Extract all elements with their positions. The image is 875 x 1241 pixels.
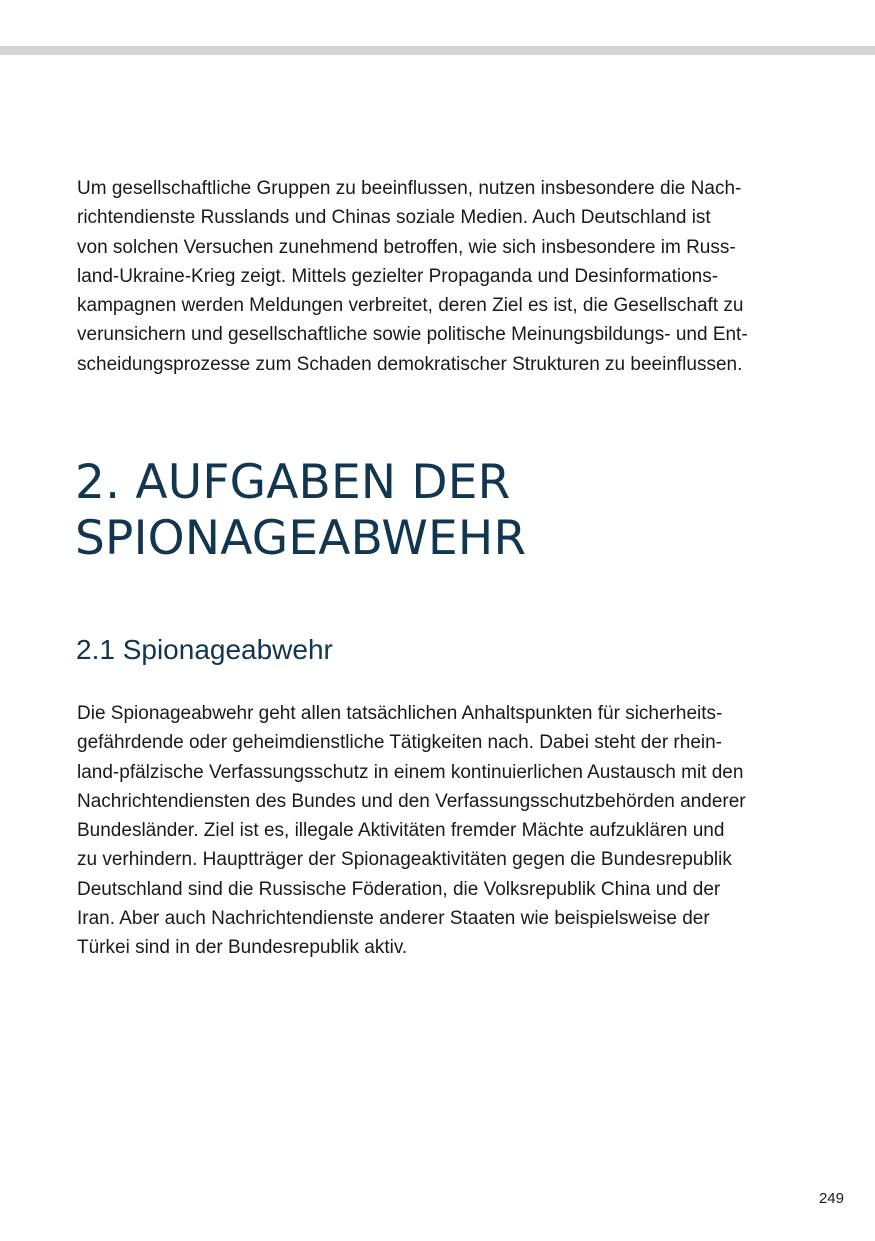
text-line: verunsichern und gesellschaftliche sowie politische Meinungsbildungs- und Ent-	[77, 324, 748, 346]
text-line: land-Ukraine-Krieg zeigt. Mittels gezielter Propaganda und Desinformations-	[77, 265, 719, 287]
chapter-heading-line: SPIONAGEABWEHR	[75, 511, 527, 566]
text-line: von solchen Versuchen zunehmend betroffen, wie sich insbesondere im Russ-	[77, 236, 736, 258]
top-rule	[0, 46, 875, 55]
page-number: 249	[818, 1190, 844, 1207]
text-line: gefährdende oder geheimdienstliche Tätigkeiten nach. Dabei steht der rhein-	[77, 732, 723, 754]
text-line: Iran. Aber auch Nachrichtendienste anderer Staaten wie beispielsweise der	[77, 908, 710, 930]
section-paragraph	[77, 699, 807, 963]
text-line: Nachrichtendiensten des Bundes und den Verfassungsschutzbehörden anderer	[77, 790, 746, 812]
chapter-heading	[75, 455, 526, 567]
chapter-heading-line: 2. AUFGABEN DER	[75, 455, 511, 510]
text-line: Deutschland sind die Russische Föderation, die Volksrepublik China und der	[77, 878, 721, 900]
section-heading: 2.1 Spionageabwehr	[76, 634, 333, 665]
text-line: Die Spionageabwehr geht allen tatsächlichen Anhaltspunkten für sicherheits-	[77, 703, 723, 724]
text-line: land-pfälzische Verfassungsschutz in einem kontinuierlichen Austausch mit den	[77, 761, 744, 783]
intro-paragraph	[77, 174, 807, 379]
text-line: kampagnen werden Meldungen verbreitet, deren Ziel es ist, die Gesellschaft zu	[77, 295, 744, 317]
text-line: zu verhindern. Hauptträger der Spionageaktivitäten gegen die Bundesrepublik	[77, 849, 732, 871]
text-line: scheidungsprozesse zum Schaden demokratischer Strukturen zu beeinflussen.	[77, 353, 743, 375]
text-line: Bundesländer. Ziel ist es, illegale Aktivitäten fremder Mächte aufzuklären und	[77, 820, 725, 842]
text-line: Um gesellschaftliche Gruppen zu beeinflussen, nutzen insbesondere die Nach-	[77, 178, 742, 199]
text-line: Türkei sind in der Bundesrepublik aktiv.	[77, 937, 408, 959]
text-line: richtendienste Russlands und Chinas soziale Medien. Auch Deutschland ist	[77, 207, 711, 229]
